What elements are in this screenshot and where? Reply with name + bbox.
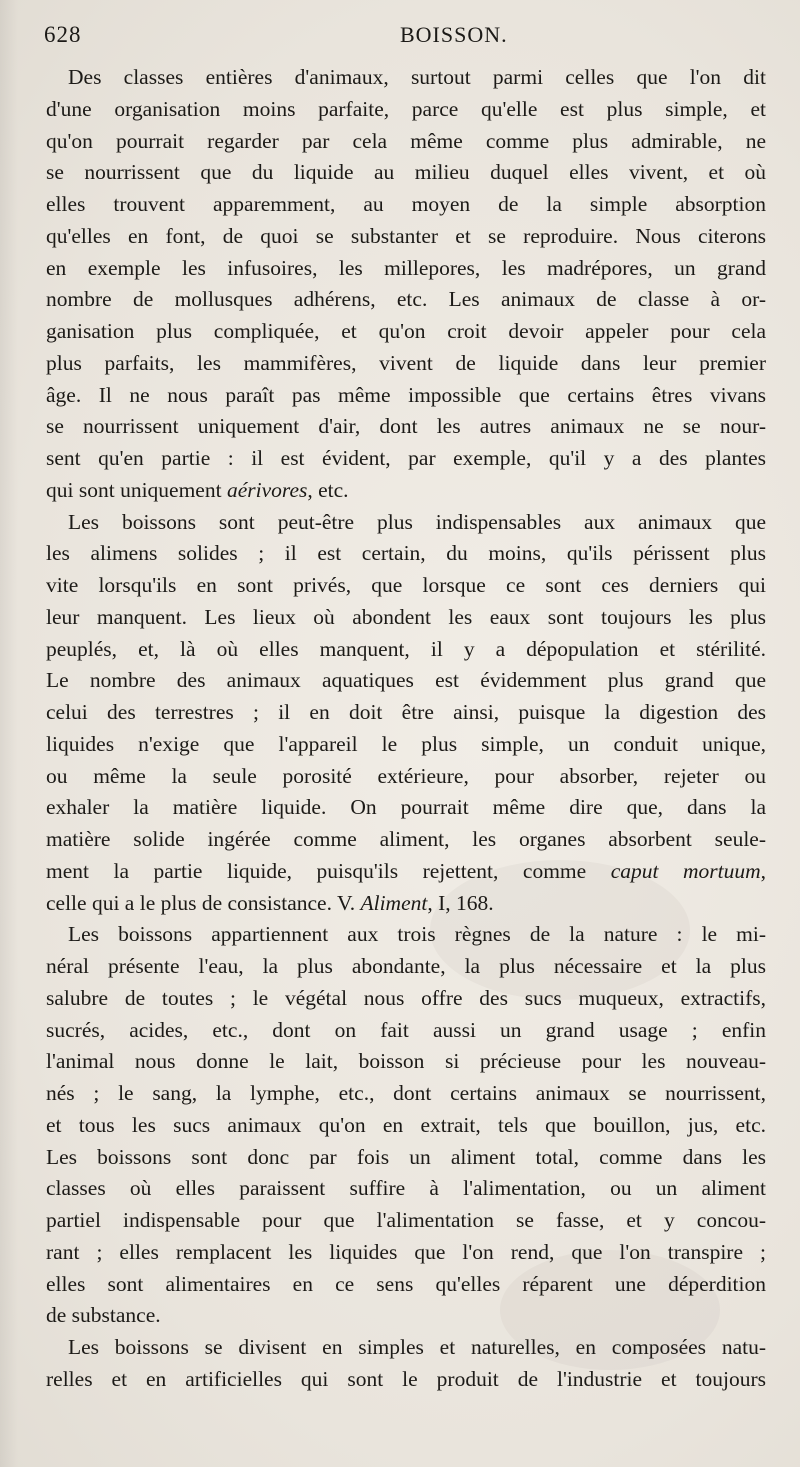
text-run: qui sont uniquement [46,477,227,502]
text-line: Des classes entières d'animaux, surtout parmi celles que l'on dit [68,65,766,89]
paragraph [46,1332,766,1396]
text-line: leur manquent. Les lieux où abondent les eaux sont toujours les plus [46,604,766,629]
text-line: rant ; elles remplacent les liquides que l'on rend, que l'on transpire ; [46,1239,766,1264]
text-run: celle qui a le plus de consistance. V. [46,890,361,915]
text-line: âge. Il ne nous paraît pas même impossible que certains êtres vivans [46,382,766,407]
text-line: qu'elles en font, de quoi se substanter et se reproduire. Nous citerons [46,223,766,248]
text-line: celui des terrestres ; il en doit être ainsi, puisque la digestion des [46,700,766,724]
text-line: et tous les sucs animaux qu'on en extrait, tels que bouillon, jus, etc. [46,1112,766,1137]
text-line: classes où elles paraissent suffire à l'alimentation, ou un aliment [46,1176,766,1201]
text-line: matière solide ingérée comme aliment, les organes absorbent seule- [46,827,766,851]
text-line: exhaler la matière liquide. On pourrait même dire que, dans la [46,795,766,820]
text-line: peuplés, et, là où elles manquent, il y a dépopulation et stérilité. [46,636,766,661]
text-line: nombre de mollusques adhérens, etc. Les animaux de classe à or- [46,287,766,312]
text-run: ment la partie liquide, puisqu'ils rejettent, comme [46,858,611,883]
text-line: qu'on pourrait regarder par cela même comme plus admirable, ne [46,128,766,153]
text-line: se nourrissent uniquement d'air, dont les autres animaux ne se nour- [46,414,766,439]
text-line: se nourrissent que du liquide au milieu duquel elles vivent, et où [46,160,766,185]
text-line [46,475,766,507]
text-line: salubre de toutes ; le végétal nous offre des sucs muqueux, extractifs, [46,985,766,1010]
text-line: les alimens solides ; il est certain, du moins, qu'ils périssent plus [46,541,766,566]
text-line: elles trouvent apparemment, au moyen de la simple absorption [46,192,766,216]
text-line: d'une organisation moins parfaite, parce qu'elle est plus simple, et [46,96,766,121]
paragraph [46,62,766,507]
text-line: elles sont alimentaires en ce sens qu'elles réparent une déperdition [46,1271,766,1296]
italic-term: aérivores [226,477,308,502]
text-line: relles et en artificielles qui sont le produit de l'industrie et toujours [46,1366,766,1391]
text-line: plus parfaits, les mammifères, vivent de liquide dans leur premier [46,350,766,375]
text-line: liquides n'exige que l'appareil le plus simple, un conduit unique, [46,731,766,756]
text-line: partiel indispensable pour que l'alimentation se fasse, et y concou- [46,1208,766,1232]
text-line: Les boissons se divisent en simples et naturelles, en composées natu- [68,1335,766,1359]
italic-term: Aliment [360,890,428,915]
text-line: vite lorsqu'ils en sont privés, que lorsque ce sont ces derniers qui [46,573,766,597]
text-line: sucrés, acides, etc., dont on fait aussi un grand usage ; enfin [46,1017,766,1042]
text-line: ganisation plus compliquée, et qu'on croit devoir appeler pour cela [46,319,766,343]
text-line: de substance. [46,1303,161,1328]
text-run: , [760,858,766,883]
text-run: , etc. [307,477,349,502]
text-line: Le nombre des animaux aquatiques est évidemment plus grand que [46,668,766,693]
paragraph [46,507,766,920]
text-line: l'animal nous donne le lait, boisson si précieuse pour les nouveau- [46,1049,766,1074]
page-header [44,22,760,54]
text-run: , I, 168. [427,890,494,915]
body-text [46,62,766,1396]
text-line [46,856,766,888]
italic-term: caput mortuum [610,858,761,883]
text-line: sent qu'en partie : il est évident, par exemple, qu'il y a des plantes [46,446,766,470]
text-line [46,888,766,920]
text-line: ou même la seule porosité extérieure, pour absorber, rejeter ou [46,763,766,788]
text-line: Les boissons sont peut-être plus indispensables aux animaux que [68,509,766,534]
paragraph [46,919,766,1332]
text-line: néral présente l'eau, la plus abondante, la plus nécessaire et la plus [46,954,766,978]
running-head: BOISSON. [400,22,508,47]
page-number: 628 [44,22,82,47]
text-line: Les boissons appartiennent aux trois règnes de la nature : le mi- [68,922,766,947]
text-line: en exemple les infusoires, les millepores, les madrépores, un grand [46,255,766,280]
text-line: Les boissons sont donc par fois un aliment total, comme dans les [46,1144,766,1169]
text-line: nés ; le sang, la lymphe, etc., dont certains animaux se nourrissent, [46,1081,766,1105]
